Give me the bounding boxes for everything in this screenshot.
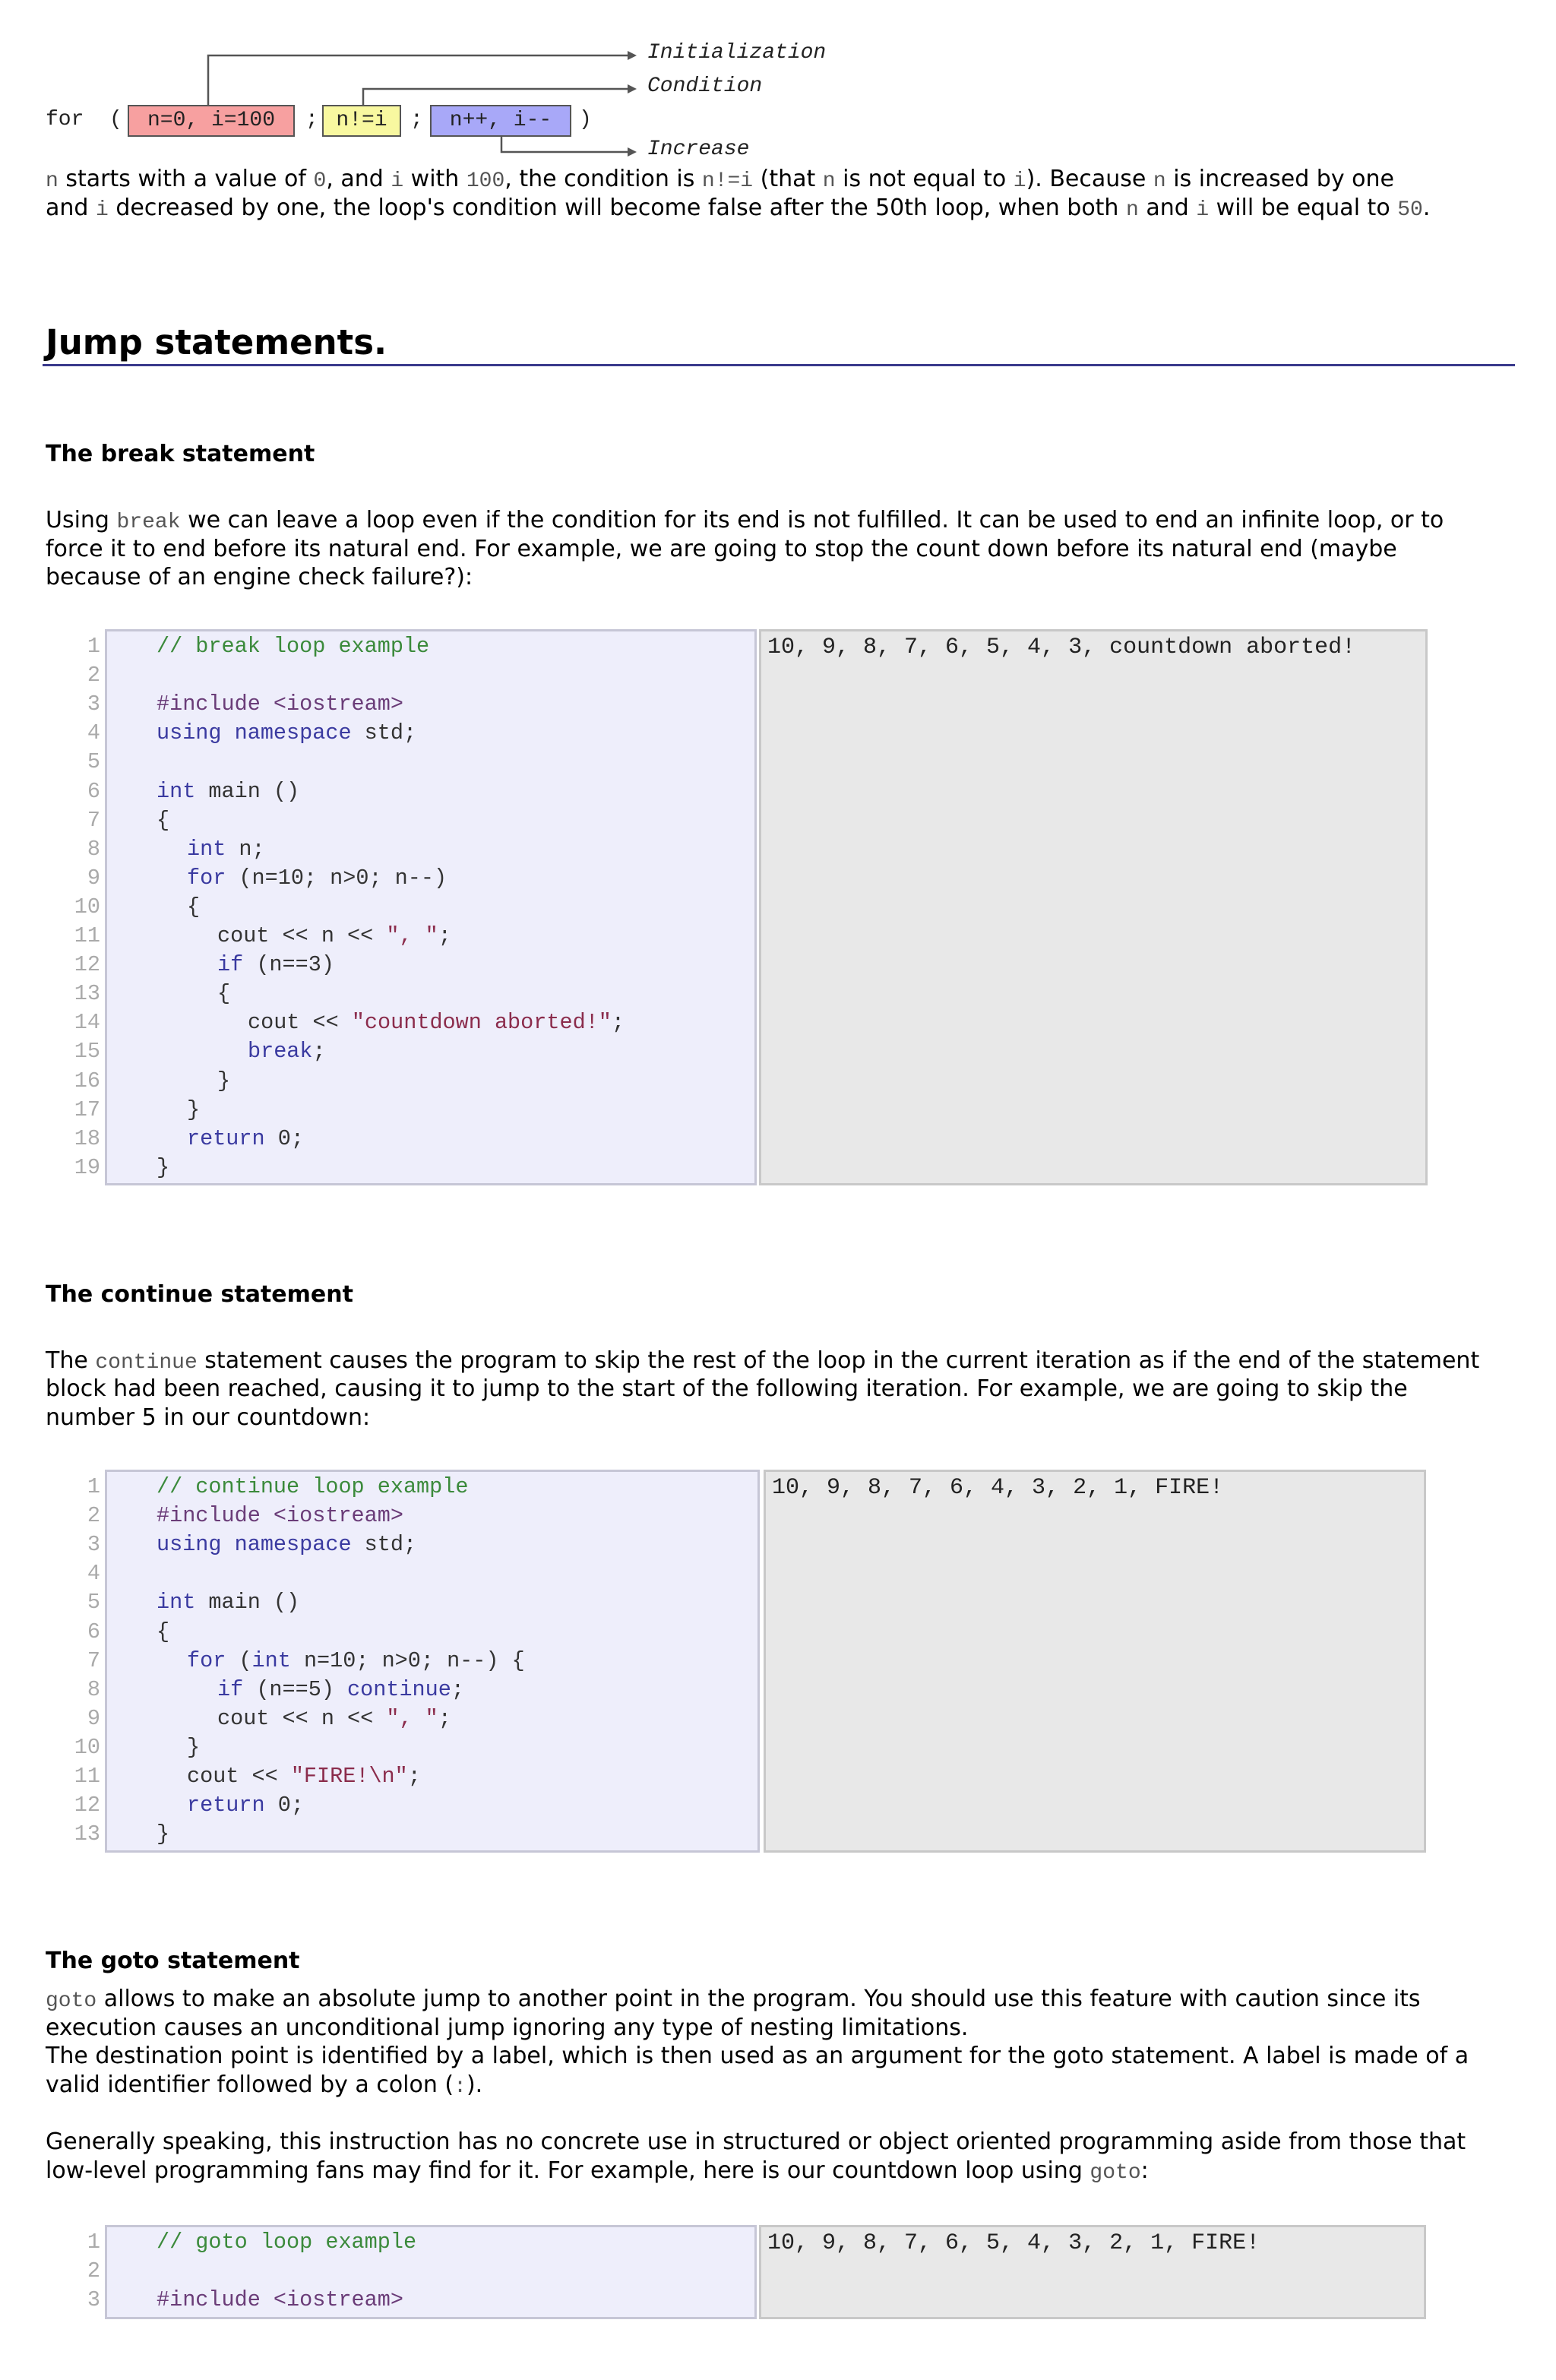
code-line: #include <iostream>	[157, 1503, 403, 1529]
line-number: 12	[74, 952, 100, 978]
increase-label: Increase	[647, 138, 750, 161]
code-line: {	[217, 981, 231, 1007]
continue-code-listing	[47, 1473, 760, 1853]
line-number: 14	[74, 1010, 100, 1036]
code-line: {	[157, 807, 170, 833]
code-line: using namespace std;	[157, 720, 417, 746]
code-line: for (n=10; n>0; n--)	[187, 865, 448, 891]
intro-paragraph-line-2: and i decreased by one, the loop's condition will become false after the 50th loop, when both n and i will be equal to 50.	[46, 195, 1431, 222]
initialization-label: Initialization	[647, 41, 827, 65]
line-number: 2	[87, 2258, 100, 2284]
code-line: int n;	[187, 836, 265, 862]
line-number: 8	[87, 1676, 100, 1702]
code-line: {	[157, 1619, 170, 1644]
line-number: 5	[87, 1590, 100, 1616]
line-number: 5	[87, 749, 100, 775]
code-line: // goto loop example	[157, 2230, 417, 2255]
open-paren: (	[109, 108, 122, 131]
code-line: }	[187, 1734, 201, 1760]
goto-output-box	[759, 2225, 1426, 2319]
code-line: int main ()	[157, 1590, 300, 1616]
line-number: 18	[74, 1125, 100, 1151]
goto-code-listing	[47, 2228, 757, 2319]
code-line: // continue loop example	[157, 1474, 469, 1499]
goto-paragraph-line-3: The destination point is identified by a label, which is then used as an argument for the goto statement. A label is made of a	[46, 2043, 1469, 2069]
code-line: #include <iostream>	[157, 2287, 403, 2313]
line-number: 13	[74, 1821, 100, 1847]
code-line: // break loop example	[157, 634, 430, 659]
semicolon-2: ;	[410, 108, 423, 131]
line-number: 12	[74, 1793, 100, 1818]
goto-paragraph-line-2: execution causes an unconditional jump ignoring any type of nesting limitations.	[46, 2014, 969, 2041]
code-line: return 0;	[187, 1125, 304, 1151]
line-number: 16	[74, 1068, 100, 1093]
line-number: 6	[87, 778, 100, 804]
init-box: n=0, i=100	[128, 105, 295, 137]
line-number: 6	[87, 1619, 100, 1644]
code-line: cout << "FIRE!\n";	[187, 1764, 421, 1789]
code-line: int main ()	[157, 778, 300, 804]
line-number: 19	[74, 1154, 100, 1180]
code-line: cout << n << ", ";	[217, 923, 451, 948]
line-number: 8	[87, 836, 100, 862]
line-number: 4	[87, 1561, 100, 1587]
semicolon-1: ;	[305, 108, 318, 131]
section-title: Jump statements.	[46, 322, 387, 362]
line-number: 4	[87, 720, 100, 746]
line-number: 1	[87, 1474, 100, 1499]
break-output-text: 10, 9, 8, 7, 6, 5, 4, 3, countdown aborted!	[767, 635, 1356, 660]
line-number: 15	[74, 1039, 100, 1065]
line-number: 11	[74, 923, 100, 948]
line-number: 13	[74, 981, 100, 1007]
increase-box: n++, i--	[430, 105, 571, 137]
continue-paragraph-line-1: The continue statement causes the program to skip the rest of the loop in the current iteration as if the end of the statement	[46, 1347, 1480, 1375]
continue-paragraph-line-3: number 5 in our countdown:	[46, 1404, 371, 1431]
break-heading: The break statement	[46, 441, 315, 467]
break-paragraph-line-2: force it to end before its natural end. For example, we are going to stop the count down before its natural end (maybe	[46, 536, 1397, 562]
code-line: }	[187, 1097, 201, 1122]
code-line: if (n==3)	[217, 952, 334, 978]
condition-label: Condition	[647, 74, 763, 98]
break-output-box	[759, 629, 1428, 1185]
diagram-connectors	[0, 0, 912, 167]
line-number: 7	[87, 1647, 100, 1673]
continue-paragraph-line-2: block had been reached, causing it to jump to the start of the following iteration. For example, we are going to skip the	[46, 1375, 1408, 1402]
code-line: cout << n << ", ";	[217, 1705, 451, 1731]
line-number: 10	[74, 1734, 100, 1760]
code-line: if (n==5) continue;	[217, 1676, 464, 1702]
code-line: for (int n=10; n>0; n--) {	[187, 1647, 525, 1673]
code-line: }	[157, 1154, 170, 1180]
continue-heading: The continue statement	[46, 1281, 353, 1308]
goto-paragraph-line-4: valid identifier followed by a colon (:).	[46, 2071, 483, 2099]
goto-paragraph-line-1: goto allows to make an absolute jump to another point in the program. You should use this feature with caution since its	[46, 1986, 1421, 2013]
break-paragraph-line-3: because of an engine check failure?):	[46, 564, 473, 590]
line-number: 17	[74, 1097, 100, 1122]
goto-paragraph-line-5: Generally speaking, this instruction has no concrete use in structured or object oriented programming aside from those that	[46, 2128, 1466, 2155]
code-line: using namespace std;	[157, 1532, 417, 1558]
line-number: 9	[87, 1705, 100, 1731]
line-number: 2	[87, 1503, 100, 1529]
goto-paragraph-line-6: low-level programming fans may find for it. For example, here is our countdown loop using goto:	[46, 2157, 1149, 2185]
intro-paragraph-line-1: n starts with a value of 0, and i with 100, the condition is n!=i (that n is not equal to i). Because n is increased by one	[46, 166, 1394, 193]
line-number: 1	[87, 2230, 100, 2255]
break-code-listing	[47, 632, 757, 1187]
line-number: 11	[74, 1764, 100, 1789]
code-line: cout << "countdown aborted!";	[248, 1010, 625, 1036]
goto-heading: The goto statement	[46, 1948, 300, 1974]
line-number: 7	[87, 807, 100, 833]
condition-box: n!=i	[322, 105, 401, 137]
line-number: 1	[87, 634, 100, 659]
code-line: {	[187, 894, 201, 919]
goto-output-text: 10, 9, 8, 7, 6, 5, 4, 3, 2, 1, FIRE!	[767, 2230, 1260, 2256]
line-number: 2	[87, 663, 100, 688]
line-number: 3	[87, 1532, 100, 1558]
line-number: 9	[87, 865, 100, 891]
line-number: 3	[87, 692, 100, 717]
continue-output-box	[764, 1470, 1426, 1853]
code-line: }	[217, 1068, 231, 1093]
for-keyword: for	[46, 108, 84, 131]
continue-output-text: 10, 9, 8, 7, 6, 4, 3, 2, 1, FIRE!	[772, 1475, 1224, 1501]
section-divider	[43, 364, 1515, 366]
code-line: #include <iostream>	[157, 692, 403, 717]
close-paren: )	[579, 108, 592, 131]
break-paragraph-line-1: Using break we can leave a loop even if the condition for its end is not fulfilled. It can be used to end an infinite loop, or to	[46, 507, 1444, 534]
code-line: }	[157, 1821, 170, 1847]
line-number: 3	[87, 2287, 100, 2313]
line-number: 10	[74, 894, 100, 919]
code-line: break;	[248, 1039, 326, 1065]
code-line: return 0;	[187, 1793, 304, 1818]
